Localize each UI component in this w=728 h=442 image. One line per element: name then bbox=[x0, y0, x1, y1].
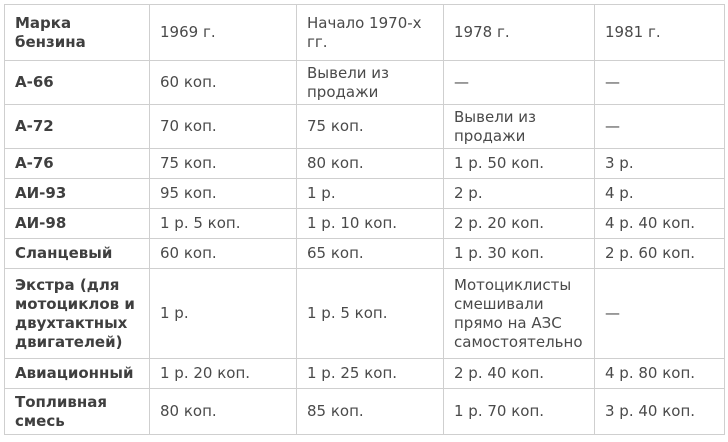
fuel-grade-cell: А-72 bbox=[5, 105, 150, 149]
gasoline-price-table bbox=[4, 4, 725, 435]
table-row bbox=[5, 269, 725, 359]
price-cell: 70 коп. bbox=[150, 105, 297, 149]
table-row bbox=[5, 149, 725, 179]
price-cell: — bbox=[595, 105, 725, 149]
price-cell: 75 коп. bbox=[297, 105, 444, 149]
fuel-grade-cell: Топливная смесь bbox=[5, 389, 150, 435]
price-cell: 1 р. 50 коп. bbox=[444, 149, 595, 179]
fuel-grade-cell: АИ-93 bbox=[5, 179, 150, 209]
price-cell: Вывели из продажи bbox=[444, 105, 595, 149]
table-row bbox=[5, 61, 725, 105]
header-cell-1978: 1978 г. bbox=[444, 5, 595, 61]
price-cell: 2 р. 20 коп. bbox=[444, 209, 595, 239]
price-cell: 95 коп. bbox=[150, 179, 297, 209]
fuel-grade-cell: АИ-98 bbox=[5, 209, 150, 239]
price-cell: 65 коп. bbox=[297, 239, 444, 269]
fuel-grade-cell: А-66 bbox=[5, 61, 150, 105]
table-header-row bbox=[5, 5, 725, 61]
price-cell: 1 р. bbox=[297, 179, 444, 209]
header-cell-fuel-grade: Марка бензина bbox=[5, 5, 150, 61]
fuel-grade-cell: А-76 bbox=[5, 149, 150, 179]
price-cell: Мотоциклисты смешивали прямо на АЗС самостоятельно bbox=[444, 269, 595, 359]
price-cell: 3 р. 40 коп. bbox=[595, 389, 725, 435]
price-cell: 1 р. 10 коп. bbox=[297, 209, 444, 239]
price-cell: 2 р. 60 коп. bbox=[595, 239, 725, 269]
price-cell: 60 коп. bbox=[150, 61, 297, 105]
price-cell: 1 р. 70 коп. bbox=[444, 389, 595, 435]
price-cell: — bbox=[595, 61, 725, 105]
price-cell: 85 коп. bbox=[297, 389, 444, 435]
table-row bbox=[5, 359, 725, 389]
price-cell: 1 р. 30 коп. bbox=[444, 239, 595, 269]
table-row bbox=[5, 105, 725, 149]
table-row bbox=[5, 389, 725, 435]
table-row bbox=[5, 209, 725, 239]
price-cell: — bbox=[595, 269, 725, 359]
price-cell: 1 р. 25 коп. bbox=[297, 359, 444, 389]
header-cell-1981: 1981 г. bbox=[595, 5, 725, 61]
price-cell: 75 коп. bbox=[150, 149, 297, 179]
price-cell: 1 р. 5 коп. bbox=[150, 209, 297, 239]
price-cell: 1 р. 5 коп. bbox=[297, 269, 444, 359]
fuel-grade-cell: Экстра (для мотоциклов и двухтактных двигателей) bbox=[5, 269, 150, 359]
price-cell: 60 коп. bbox=[150, 239, 297, 269]
fuel-grade-cell: Авиационный bbox=[5, 359, 150, 389]
price-cell: 80 коп. bbox=[297, 149, 444, 179]
table-row bbox=[5, 179, 725, 209]
price-cell: Вывели из продажи bbox=[297, 61, 444, 105]
price-cell: 1 р. bbox=[150, 269, 297, 359]
price-cell: — bbox=[444, 61, 595, 105]
header-cell-1969: 1969 г. bbox=[150, 5, 297, 61]
price-cell: 3 р. bbox=[595, 149, 725, 179]
price-cell: 1 р. 20 коп. bbox=[150, 359, 297, 389]
price-cell: 2 р. bbox=[444, 179, 595, 209]
header-cell-early-1970s: Начало 1970-х гг. bbox=[297, 5, 444, 61]
price-cell: 2 р. 40 коп. bbox=[444, 359, 595, 389]
price-cell: 4 р. 40 коп. bbox=[595, 209, 725, 239]
price-cell: 80 коп. bbox=[150, 389, 297, 435]
fuel-grade-cell: Сланцевый bbox=[5, 239, 150, 269]
table-row bbox=[5, 239, 725, 269]
price-cell: 4 р. bbox=[595, 179, 725, 209]
price-cell: 4 р. 80 коп. bbox=[595, 359, 725, 389]
